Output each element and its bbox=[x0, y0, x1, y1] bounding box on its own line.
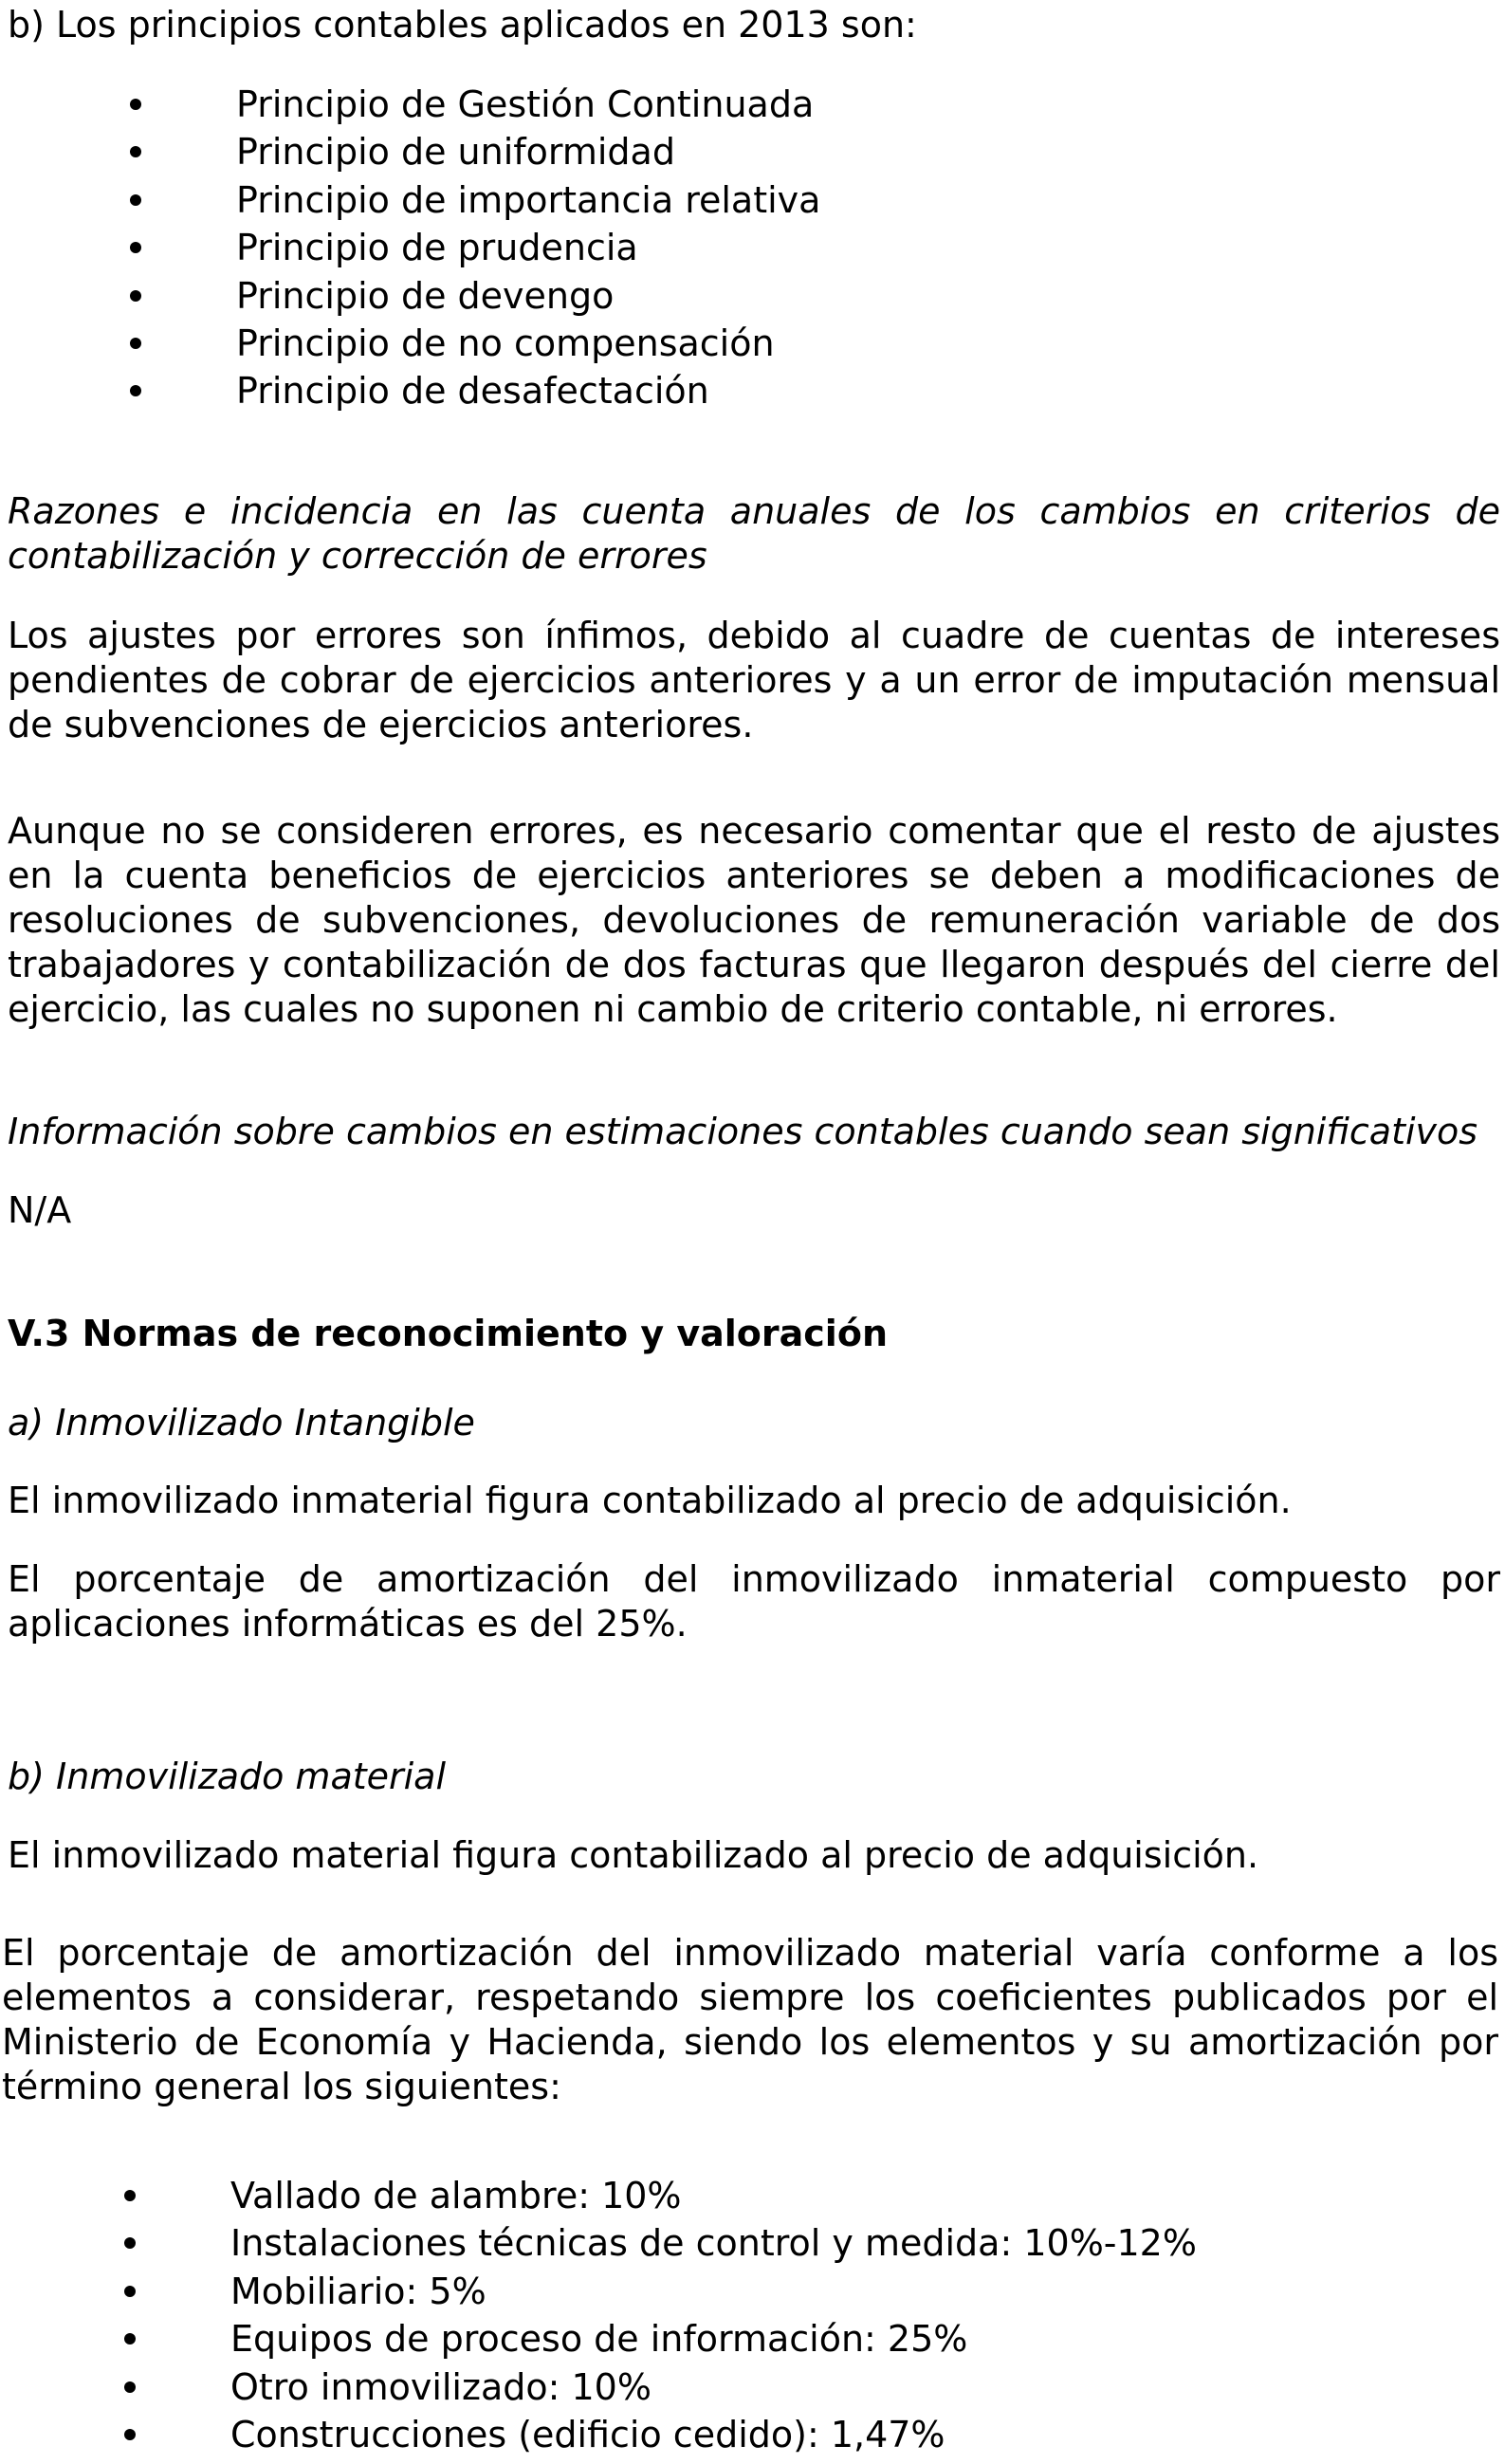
list-item: Instalaciones técnicas de control y medida: 10%-12% bbox=[0, 2219, 1505, 2267]
list-item: Principio de Gestión Continuada bbox=[0, 81, 1505, 128]
list-item: Principio de desafectación bbox=[0, 367, 1505, 414]
list-item: Construcciones (edificio cedido): 1,47% bbox=[0, 2411, 1505, 2458]
bullet-icon bbox=[130, 99, 141, 110]
material-paragraph-2: El porcentaje de amortización del inmovilizado material varía conforme a los elementos a considerar, respetando siempre los coeficientes publicados por el Ministerio de Economía y Hacienda, siendo los elementos y su amortización por término general los siguientes: bbox=[2, 1932, 1498, 2107]
material-paragraph-1: El inmovilizado material figura contabilizado al precio de adquisición. bbox=[8, 1834, 1259, 1876]
principles-list bbox=[0, 81, 1505, 415]
intangible-paragraph-1: El inmovilizado inmaterial figura contabilizado al precio de adquisición. bbox=[8, 1480, 1292, 1521]
bullet-icon bbox=[124, 2429, 136, 2440]
changes-paragraph-1: Los ajustes por errores son ínfimos, debido al cuadre de cuentas de intereses pendientes de cobrar de ejercicios anteriores y a un error de imputación mensual de subvenciones de ejercicios anteriores. bbox=[8, 615, 1500, 745]
section-title: V.3 Normas de reconocimiento y valoración bbox=[8, 1313, 888, 1354]
bullet-icon bbox=[130, 338, 141, 349]
list-item: Equipos de proceso de información: 25% bbox=[0, 2315, 1505, 2363]
list-item: Principio de devengo bbox=[0, 272, 1505, 320]
list-item: Principio de uniformidad bbox=[0, 128, 1505, 175]
estimates-value: N/A bbox=[8, 1189, 72, 1231]
bullet-icon bbox=[130, 194, 141, 206]
bullet-icon bbox=[124, 2333, 136, 2344]
changes-paragraph-2: Aunque no se consideren errores, es necesario comentar que el resto de ajustes en la cuenta beneficios de ejercicios anteriores se deben a modificaciones de resoluciones de subvenciones, devoluciones de remuneración variable de dos trabajadores y contabilización de dos facturas que llegaron después del cierre del ejercicio, las cuales no suponen ni cambio de criterio contable, ni errores. bbox=[8, 810, 1500, 1030]
bullet-icon bbox=[130, 385, 141, 396]
material-items-list bbox=[0, 2172, 1505, 2458]
intangible-paragraph-2: El porcentaje de amortización del inmovilizado inmaterial compuesto por aplicaciones informáticas es del 25%. bbox=[8, 1558, 1500, 1645]
list-item: Mobiliario: 5% bbox=[0, 2268, 1505, 2315]
bullet-icon bbox=[124, 2237, 136, 2249]
list-item: Principio de no compensación bbox=[0, 320, 1505, 367]
bullet-icon bbox=[124, 2286, 136, 2297]
principles-intro: b) Los principios contables aplicados en 2013 son: bbox=[8, 4, 917, 46]
changes-heading: Razones e incidencia en las cuenta anuales de los cambios en criterios de contabilización y corrección de errores bbox=[8, 490, 1500, 577]
bullet-icon bbox=[124, 2381, 136, 2393]
list-item: Principio de importancia relativa bbox=[0, 176, 1505, 224]
list-item: Otro inmovilizado: 10% bbox=[0, 2363, 1505, 2411]
bullet-icon bbox=[124, 2190, 136, 2201]
list-item: Principio de prudencia bbox=[0, 224, 1505, 271]
bullet-icon bbox=[130, 146, 141, 157]
bullet-icon bbox=[130, 290, 141, 302]
estimates-heading: Información sobre cambios en estimaciones contables cuando sean significativos bbox=[8, 1111, 1478, 1152]
bullet-icon bbox=[130, 242, 141, 253]
intangible-heading: a) Inmovilizado Intangible bbox=[8, 1402, 475, 1443]
list-item: Vallado de alambre: 10% bbox=[0, 2172, 1505, 2219]
material-heading: b) Inmovilizado material bbox=[8, 1756, 447, 1797]
